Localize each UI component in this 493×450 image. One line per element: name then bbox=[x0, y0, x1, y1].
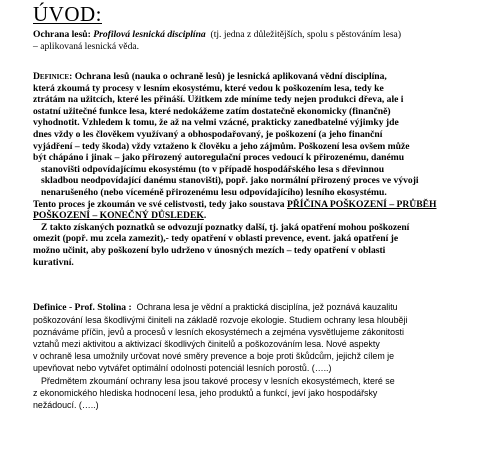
definition-lead: Definice: bbox=[33, 71, 73, 82]
ochrana-line2: – aplikovaná lesnická věda. bbox=[33, 40, 140, 52]
definition-line: dnes vždy o les člověkem využívaný a obhospodařovaný, je poškození (a jeho finanční bbox=[33, 128, 383, 140]
stolina-line: nežádoucí. (…..) bbox=[33, 399, 99, 410]
inference-line: možno učinit, aby poškození bylo udrženo v únosných mezích – tedy opatření v oblasti bbox=[33, 244, 386, 256]
stolina-line: Předmětem zkoumání ochrany lesa jsou takové procesy v lesních ekosystémech, které se bbox=[41, 375, 395, 386]
ochrana-label: Ochrana lesů: bbox=[33, 29, 91, 40]
definition-line: být chápáno i jinak – jako přirozený autoregulační proces vedoucí k přirozenému, danému bbox=[33, 152, 405, 164]
definition-line: vyhodnotit. Vzhledem k tomu, že až na velmi vzácné, prakticky zanedbatelné výjimky jde bbox=[33, 117, 399, 129]
page-title: ÚVOD: bbox=[33, 2, 102, 26]
ochrana-paragraph bbox=[33, 29, 485, 52]
stolina-line: v ochraně lesa umožnily určovat nové směry prevence a boje proti škůdcům, jejichž cílem je bbox=[33, 351, 395, 362]
definition-line: stanovišti odpovídajícímu ekosystému (to v případě hospodářského lesa s dřevinnou bbox=[41, 163, 385, 175]
stolina-line: Ochrana lesa je vědní a praktická disciplína, jež poznává kauzalitu bbox=[136, 302, 398, 312]
stolina-line: poškozování lesa škodlivými činiteli na základě rozvoje ekologie. Studiem ochrany lesa hlouběji bbox=[33, 315, 408, 326]
definition-line: ostatní užitečné funkce lesa, které nedokážeme zatím dostatečně ekonomicky (finančně) bbox=[33, 105, 391, 117]
inference-line: kurativní. bbox=[33, 256, 74, 268]
stolina-line: upevňovat nebo vytvářet optimální odolnosti potenciál lesních porostů. (…..) bbox=[33, 363, 332, 374]
stolina-line: poznáváme příčin, jevů a procesů v lesních ekosystémech a zejména vysvětlujeme zákonitosti bbox=[33, 327, 404, 338]
process-line: Tento proces je zkoumán ve své celistvosti, tedy jako soustava bbox=[33, 198, 285, 210]
stolina-paragraph bbox=[33, 301, 485, 411]
period: . bbox=[203, 210, 207, 222]
ochrana-note: (tj. jedna z důležitějších, spolu s pěstováním lesa) bbox=[210, 29, 402, 40]
definition-line: která zkoumá ty procesy v lesním ekosystému, které vedou k poškozením lesa, tedy ke bbox=[33, 82, 384, 94]
definition-line: nenarušeného (nebo víceméně přirozenému lesu odpovídajícího) lesního ekosystému. bbox=[41, 186, 387, 198]
causal-chain: POŠKOZENÍ – KONEČNÝ DŮSLEDEK bbox=[33, 210, 204, 222]
definition-paragraph bbox=[33, 71, 485, 268]
definition-line: vyjádření – tedy škoda) vždy vztaženo k člověku a jeho zájmům. Poškození lesa ovšem může bbox=[33, 140, 410, 152]
stolina-line: vztahů mezi aktivitou a aktivizací škodlivých činitelů a poškozováním lesa. Nové aspekty bbox=[33, 339, 380, 350]
definition-line: ztrátám na užitcích, které les přináší. Užitkem zde míníme tedy nejen produkci dřeva, ale i bbox=[33, 94, 404, 106]
ochrana-term: Profilová lesnická disciplína bbox=[93, 29, 206, 40]
inference-line: Z takto získaných poznatků se odvozují poznatky další, tj. jaká opatření mohou poškození bbox=[41, 221, 410, 233]
stolina-heading: Definice - Prof. Stolina : bbox=[33, 302, 132, 313]
stolina-line: z ekonomického hlediska hodnocení lesa, jeho produktů a funkcí, jeví jako hospodářsky bbox=[33, 387, 378, 398]
inference-line: omezit (popř. mu zcela zamezit),- tedy opatření v oblasti prevence, event. jaká opatření je bbox=[33, 233, 399, 245]
definition-line: skladbou neodpovídající danému stanovišti), popř. jako normální přirozený proces ve vývoji bbox=[41, 175, 419, 187]
definition-line: Ochrana lesů (nauka o ochraně lesů) je lesnická aplikovaná vědní disciplína, bbox=[74, 71, 387, 82]
causal-chain: PŘÍČINA POŠKOZENÍ – PRŮBĚH bbox=[286, 198, 437, 210]
